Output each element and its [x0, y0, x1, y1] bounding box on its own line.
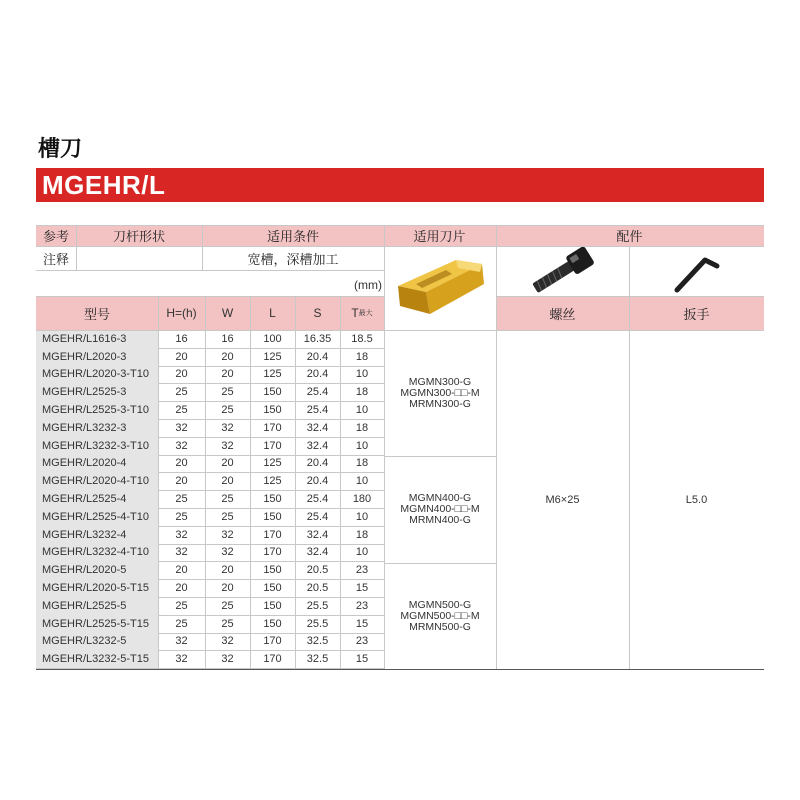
t-cell: 15 — [355, 582, 369, 595]
insert-line: MRMN500-G — [409, 620, 471, 633]
w-cell: 32 — [221, 528, 234, 541]
w-cell: 32 — [221, 421, 234, 434]
unit-label: (mm) — [354, 278, 382, 292]
screw-image — [496, 246, 628, 296]
insert-line: MGMN300-□□-M — [400, 386, 480, 399]
w-cell: 25 — [221, 386, 234, 399]
w-cell: 25 — [221, 493, 234, 506]
t-cell: 10 — [355, 439, 369, 452]
w-cell: 32 — [221, 635, 234, 648]
grid-line — [36, 669, 764, 670]
grid-line — [496, 296, 764, 297]
col-h: H=(h) — [158, 296, 205, 330]
l-cell: 150 — [263, 617, 282, 630]
l-cell: 150 — [263, 582, 282, 595]
hex-socket-screw-icon — [496, 246, 628, 296]
col-model: 型号 — [36, 296, 158, 330]
model-cell: MGEHR/L2020-5 — [36, 561, 158, 579]
h-cell: 25 — [175, 386, 188, 399]
l-cell: 125 — [263, 457, 282, 470]
model-cell: MGEHR/L3232-5 — [36, 633, 158, 651]
t-cell: 23 — [355, 635, 369, 648]
s-cell: 32.4 — [306, 439, 329, 452]
s-cell: 32.4 — [306, 546, 329, 559]
t-cell: 180 — [352, 493, 372, 506]
s-cell: 25.4 — [306, 404, 329, 417]
col-w: W — [205, 296, 250, 330]
l-cell: 170 — [263, 635, 282, 648]
l-cell: 150 — [263, 599, 282, 612]
s-cell: 25.4 — [306, 510, 329, 523]
h-cell: 32 — [175, 528, 188, 541]
l-cell: 125 — [263, 368, 282, 381]
model-cell: MGEHR/L3232-4-T10 — [36, 544, 158, 562]
model-cell: MGEHR/L3232-5-T15 — [36, 650, 158, 668]
t-cell: 23 — [355, 599, 369, 612]
t-cell: 15 — [355, 653, 369, 666]
page-title: 槽刀 — [38, 137, 83, 162]
header-shape: 刀杆形状 — [76, 225, 202, 246]
allen-key-icon — [629, 246, 764, 296]
header-ref: 参考 — [36, 225, 76, 246]
s-cell: 20.4 — [306, 475, 329, 488]
h-cell: 32 — [175, 635, 188, 648]
t-cell: 18 — [355, 457, 369, 470]
screw-value: M6×25 — [545, 493, 580, 506]
insert-group-300 — [384, 330, 496, 456]
model-cell: MGEHR/L2525-4 — [36, 490, 158, 508]
note-value: 宽槽，深槽加工 — [247, 252, 339, 268]
w-cell: 25 — [221, 599, 234, 612]
grid-line — [295, 296, 296, 669]
w-cell: 32 — [221, 439, 234, 452]
s-cell: 20.4 — [306, 457, 329, 470]
model-cell: MGEHR/L3232-3-T10 — [36, 437, 158, 455]
t-cell: 10 — [355, 475, 369, 488]
grid-line — [36, 330, 764, 331]
col-t-sub: 最大 — [358, 310, 373, 317]
model-cell: MGEHR/L3232-4 — [36, 526, 158, 544]
header-insert: 适用刀片 — [384, 225, 495, 246]
w-cell: 25 — [221, 617, 234, 630]
insert-line: MGMN300-G — [408, 375, 472, 388]
insert-image — [386, 248, 494, 328]
t-cell: 10 — [355, 404, 369, 417]
h-cell: 25 — [175, 617, 188, 630]
w-cell: 20 — [221, 350, 234, 363]
s-cell: 25.4 — [306, 493, 329, 506]
h-cell: 32 — [175, 653, 188, 666]
t-cell: 18 — [355, 386, 369, 399]
l-cell: 170 — [263, 653, 282, 666]
wrench-image — [629, 246, 764, 296]
s-cell: 32.5 — [306, 653, 329, 666]
grid-line — [629, 246, 630, 669]
product-banner — [36, 168, 764, 202]
w-cell: 16 — [221, 332, 234, 345]
grid-line — [76, 225, 77, 270]
model-cell: MGEHR/L1616-3 — [36, 330, 158, 348]
insert-line: MGMN400-G — [408, 492, 472, 504]
s-cell: 32.4 — [306, 528, 329, 541]
model-cell: MGEHR/L2525-3-T10 — [36, 401, 158, 419]
h-cell: 25 — [175, 493, 188, 506]
insert-group-500 — [384, 563, 496, 669]
w-cell: 20 — [221, 582, 234, 595]
insert-line: MGMN500-□□-M — [400, 609, 480, 622]
l-cell: 150 — [263, 404, 282, 417]
t-cell: 18.5 — [351, 332, 373, 345]
l-cell: 100 — [263, 332, 282, 345]
h-cell: 25 — [175, 510, 188, 523]
grid-line — [384, 563, 496, 564]
h-cell: 32 — [175, 439, 188, 452]
grid-line — [36, 225, 764, 226]
insert-line: MGMN400-□□-M — [400, 503, 480, 515]
model-cell: MGEHR/L2020-3 — [36, 348, 158, 366]
t-cell: 18 — [355, 528, 369, 541]
s-cell: 25.4 — [306, 386, 329, 399]
l-cell: 125 — [263, 350, 282, 363]
s-cell: 20.5 — [306, 564, 329, 577]
grid-line — [36, 270, 384, 271]
col-screw: 螺丝 — [496, 296, 629, 330]
model-cell: MGEHR/L2020-4 — [36, 455, 158, 473]
s-cell: 20.4 — [306, 350, 329, 363]
header-condition: 适用条件 — [202, 225, 384, 246]
model-cell: MGEHR/L2525-3 — [36, 383, 158, 401]
grid-line — [384, 225, 385, 669]
w-cell: 32 — [221, 653, 234, 666]
s-cell: 20.4 — [306, 368, 329, 381]
l-cell: 150 — [263, 493, 282, 506]
w-cell: 25 — [221, 404, 234, 417]
l-cell: 125 — [263, 475, 282, 488]
header-parts: 配件 — [495, 225, 764, 246]
col-l: L — [250, 296, 295, 330]
l-cell: 150 — [263, 510, 282, 523]
insert-line: MRMN400-G — [409, 514, 471, 526]
grid-line — [205, 296, 206, 669]
grid-line — [36, 246, 764, 247]
grid-line — [250, 296, 251, 669]
l-cell: 170 — [263, 421, 282, 434]
grid-line — [340, 296, 341, 669]
w-cell: 20 — [221, 368, 234, 381]
h-cell: 20 — [175, 475, 188, 488]
s-cell: 32.4 — [306, 421, 329, 434]
h-cell: 25 — [175, 404, 188, 417]
h-cell: 20 — [175, 582, 188, 595]
h-cell: 20 — [175, 457, 188, 470]
l-cell: 170 — [263, 439, 282, 452]
model-cell: MGEHR/L3232-3 — [36, 419, 158, 437]
h-cell: 32 — [175, 546, 188, 559]
w-cell: 20 — [221, 564, 234, 577]
model-cell: MGEHR/L2020-5-T15 — [36, 579, 158, 597]
model-cell: MGEHR/L2020-3-T10 — [36, 366, 158, 384]
banner-title: MGEHR/L — [42, 170, 166, 200]
grid-line — [384, 456, 496, 457]
grid-line — [36, 296, 384, 297]
h-cell: 25 — [175, 599, 188, 612]
h-cell: 16 — [175, 332, 188, 345]
l-cell: 150 — [263, 564, 282, 577]
t-cell: 10 — [355, 368, 369, 381]
t-cell: 10 — [355, 546, 369, 559]
t-cell: 15 — [355, 617, 369, 630]
col-t — [340, 296, 384, 330]
grid-line — [158, 296, 159, 669]
model-cell: MGEHR/L2525-4-T10 — [36, 508, 158, 526]
s-cell: 16.35 — [303, 332, 332, 345]
w-cell: 20 — [221, 475, 234, 488]
w-cell: 32 — [221, 546, 234, 559]
h-cell: 20 — [175, 564, 188, 577]
w-cell: 20 — [221, 457, 234, 470]
gold-grooving-insert-icon — [386, 248, 494, 328]
l-cell: 150 — [263, 386, 282, 399]
t-cell: 18 — [355, 421, 369, 434]
col-s: S — [295, 296, 340, 330]
s-cell: 32.5 — [306, 635, 329, 648]
t-cell: 23 — [355, 564, 369, 577]
s-cell: 20.5 — [306, 582, 329, 595]
h-cell: 20 — [175, 368, 188, 381]
t-cell: 10 — [355, 510, 369, 523]
wrench-value: L5.0 — [685, 493, 708, 506]
col-t-label: T — [351, 306, 359, 320]
insert-line: MGMN500-G — [408, 598, 472, 611]
t-cell: 18 — [355, 350, 369, 363]
col-wrench: 扳手 — [629, 296, 764, 330]
grid-line — [496, 225, 497, 669]
s-cell: 25.5 — [306, 599, 329, 612]
s-cell: 25.5 — [306, 617, 329, 630]
h-cell: 20 — [175, 350, 188, 363]
w-cell: 25 — [221, 510, 234, 523]
l-cell: 170 — [263, 528, 282, 541]
insert-group-400 — [384, 456, 496, 563]
h-cell: 32 — [175, 421, 188, 434]
grid-line — [202, 225, 203, 270]
model-cell: MGEHR/L2020-4-T10 — [36, 472, 158, 490]
insert-line: MRMN300-G — [409, 397, 471, 410]
model-cell: MGEHR/L2525-5-T15 — [36, 615, 158, 633]
note-label: 注释 — [42, 252, 69, 268]
l-cell: 170 — [263, 546, 282, 559]
model-cell: MGEHR/L2525-5 — [36, 597, 158, 615]
